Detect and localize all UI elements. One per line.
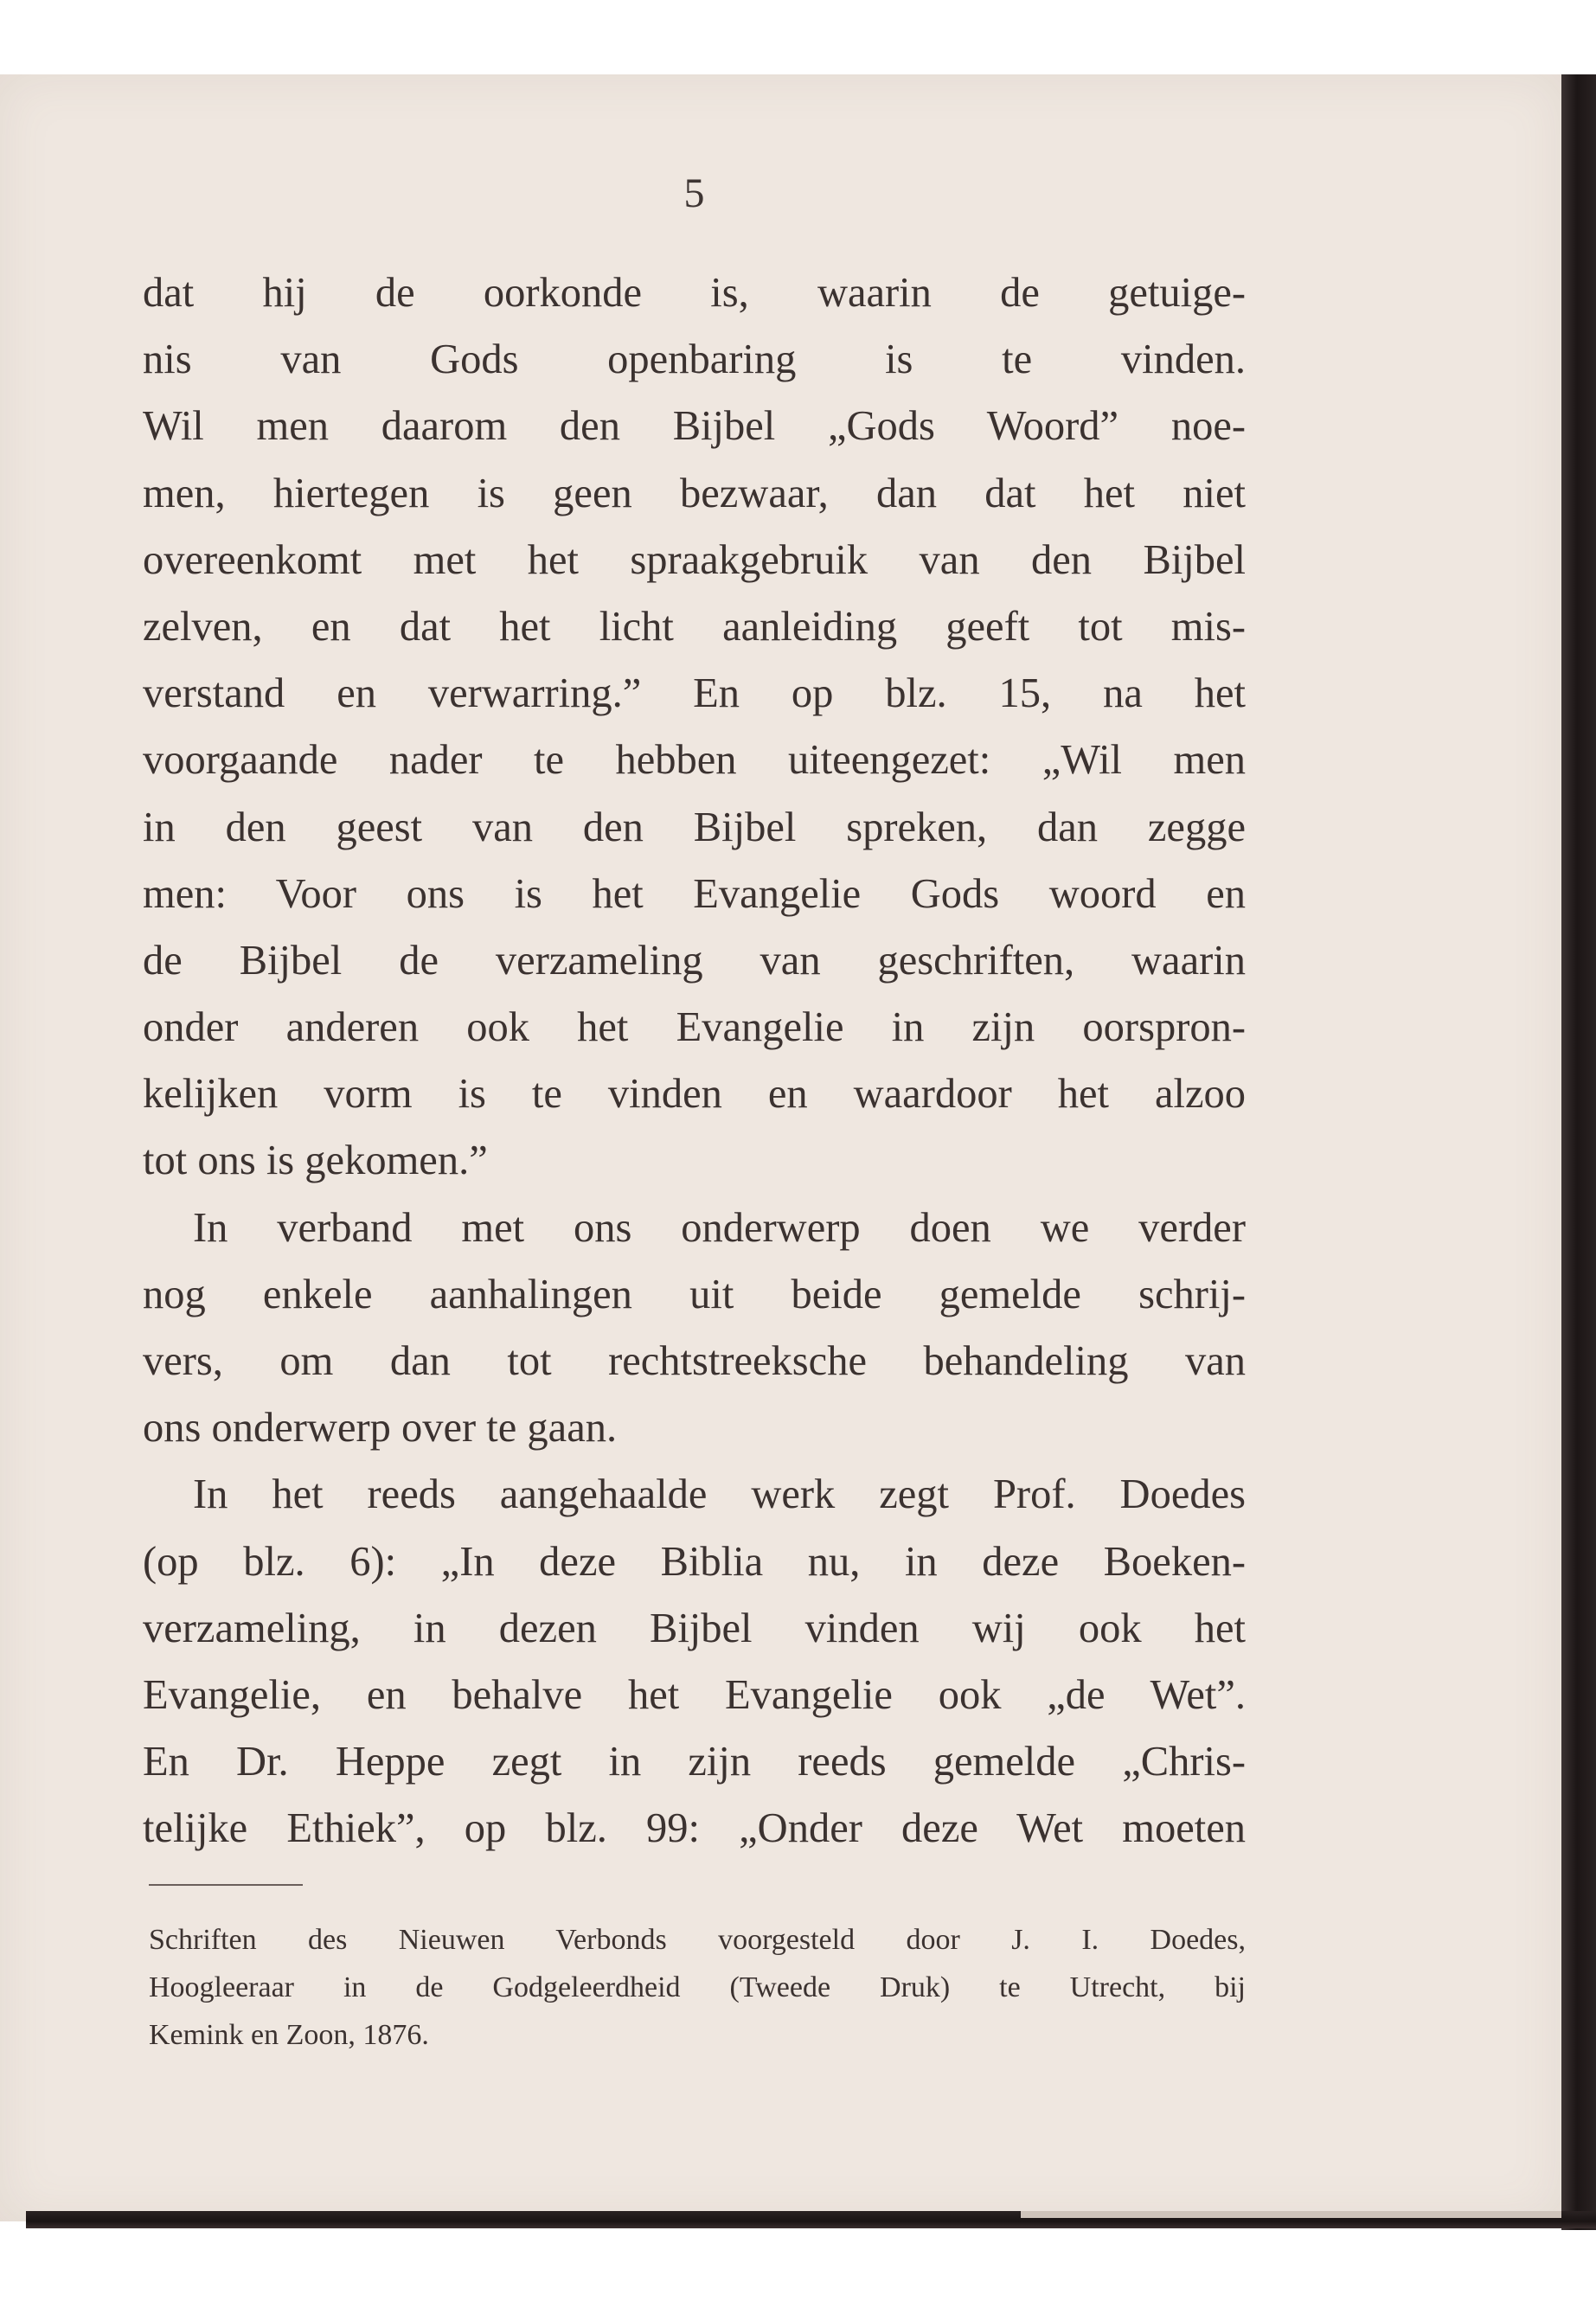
body-line: In verband met ons onderwerp doen we verder <box>193 1204 1246 1251</box>
page-bottom-fade <box>1021 2211 1561 2218</box>
body-line: verzameling, in dezen Bijbel vinden wij ook het <box>143 1605 1246 1651</box>
body-line: nis van Gods openbaring is te vinden. <box>143 336 1246 383</box>
body-line: tot ons is gekomen.” <box>143 1138 488 1184</box>
body-line: zelven, en dat het licht aanleiding geeft tot mis- <box>143 603 1246 650</box>
body-line: vers, om dan tot rechtstreeksche behandeling van <box>143 1338 1246 1384</box>
body-line: Evangelie, en behalve het Evangelie ook „de Wet”. <box>143 1671 1246 1718</box>
body-line: dat hij de oorkonde is, waarin de getuige- <box>143 270 1246 316</box>
body-line: In het reeds aangehaalde werk zegt Prof. Doedes <box>193 1471 1246 1518</box>
page-number: 5 <box>683 170 705 216</box>
footnote-line: Schriften des Nieuwen Verbonds voorgesteld door J. I. Doedes, <box>149 1924 1246 1956</box>
body-line: overeenkomt met het spraakgebruik van den Bijbel <box>143 536 1246 583</box>
body-line: voorgaande nader te hebben uiteengezet: „Wil men <box>143 737 1246 784</box>
body-line: in den geest van den Bijbel spreken, dan zegge <box>143 804 1246 850</box>
body-line: (op blz. 6): „In deze Biblia nu, in deze Boeken- <box>143 1538 1246 1585</box>
body-line: verstand en verwarring.” En op blz. 15, na het <box>143 670 1246 717</box>
book-spine-edge <box>1561 74 1596 2230</box>
body-line: nog enkele aanhalingen uit beide gemelde schrij- <box>143 1271 1246 1317</box>
body-line: telijke Ethiek”, op blz. 99: „Onder deze Wet moeten <box>143 1805 1246 1852</box>
body-line: Wil men daarom den Bijbel „Gods Woord” noe- <box>143 403 1246 450</box>
footnote <box>149 1916 1246 2059</box>
body-line: men: Voor ons is het Evangelie Gods woord en <box>143 870 1246 917</box>
footnote-line: Kemink en Zoon, 1876. <box>149 2019 429 2051</box>
body-line: ons onderwerp over te gaan. <box>143 1405 618 1452</box>
body-line: En Dr. Heppe zegt in zijn reeds gemelde „Chris- <box>143 1739 1246 1785</box>
body-line: de Bijbel de verzameling van geschriften, waarin <box>143 937 1246 984</box>
body-text <box>143 260 1246 1862</box>
footnote-divider <box>149 1884 303 1886</box>
body-line: onder anderen ook het Evangelie in zijn oorspron- <box>143 1004 1246 1051</box>
body-line: kelijken vorm is te vinden en waardoor het alzoo <box>143 1071 1246 1118</box>
footnote-line: Hoogleeraar in de Godgeleerdheid (Tweede Druk) te Utrecht, bij <box>149 1971 1246 2003</box>
body-line: men, hiertegen is geen bezwaar, dan dat het niet <box>143 470 1246 516</box>
